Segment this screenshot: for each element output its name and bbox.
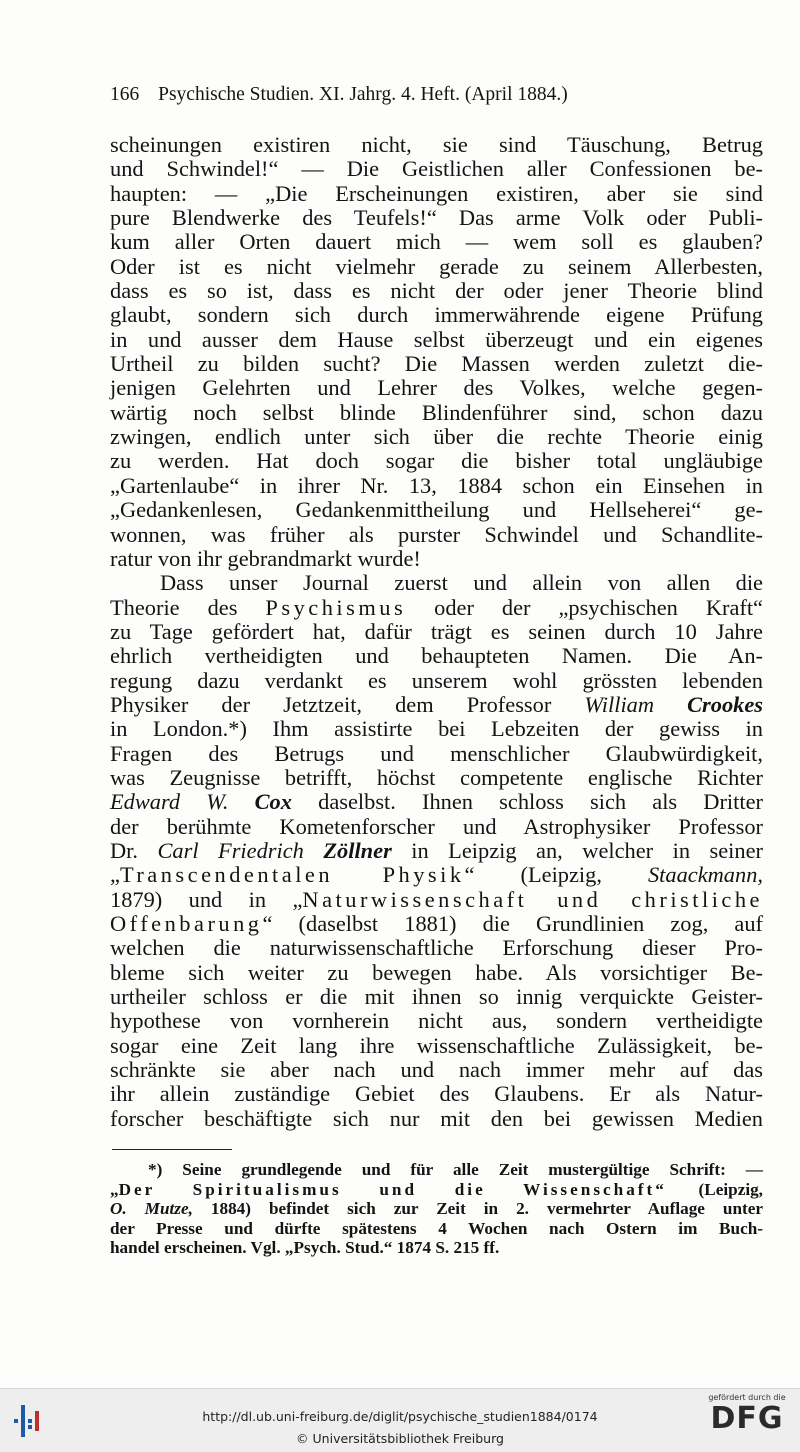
text-line: ratur von ihr gebrandmarkt wurde! [110,545,421,571]
text-line: wärtig noch selbst blinde Blindenführer sind, schon dazu [110,399,763,425]
text-line: pure Blendwerke des Teufels!“ Das arme Volk oder Publi- [110,205,763,231]
footnote-line: O. Mutze, 1884) befindet sich zur Zeit in 2. vermehrter Auflage unter [110,1199,763,1219]
dfg-logo [702,1393,792,1436]
library-footer-bar [0,1388,800,1452]
text-line: was Zeugnisse betrifft, höchst competente englische Richter [110,764,763,790]
text-line: kum aller Orten dauert mich — wem soll es glauben? [110,229,763,255]
body-text [110,133,763,1131]
person-surname: Zöllner [323,837,392,863]
text-line: Dr. Carl Friedrich Zöllner in Leipzig an, welcher in seiner [110,837,763,863]
text-line: in und ausser dem Hause selbst überzeugt und ein eigenes [110,326,763,352]
person-surname: Crookes [687,691,763,717]
text-line: „Gedankenlesen, Gedankenmittheilung und Hellseherei“ ge- [110,497,763,523]
running-header [110,84,765,106]
footnote-line: der Presse und dürfte spätestens 4 Wochen nach Ostern im Buch- [110,1218,763,1238]
dfg-caption: gefördert durch die [708,1393,786,1402]
spaced-title: Offenbarung [110,911,263,936]
spaced-title: Naturwissenschaft und christliche [302,886,763,912]
text-line: zu Tage gefördert hat, dafür trägt es seinen durch 10 Jahre [110,618,763,644]
paragraph-start-line: Dass unser Journal zuerst und allein von allen die [160,570,763,596]
dfg-wordmark: DFG [710,1401,784,1436]
publisher-name: O. Mutze, [110,1199,193,1219]
text-line: „Transcendentalen Physik“ (Leipzig, Staackmann, [110,862,763,888]
text-line: regung dazu verdankt es unserem wohl grössten lebenden [110,667,763,693]
text-line: Theorie des Psychismus oder der „psychischen Kraft“ [110,594,763,620]
text-line: welchen die naturwissenschaftliche Erforschung dieser Pro- [110,935,763,961]
text-line: haupten: — „Die Erscheinungen existiren, aber sie sind [110,180,763,206]
footnote-divider [112,1149,232,1150]
person-surname: Cox [254,789,292,815]
copyright-notice: © Universitätsbibliothek Freiburg [296,1431,504,1446]
text-line: jenigen Gelehrten und Lehrer des Volkes, welche gegen- [110,375,763,401]
text-line: urtheiler schloss er die mit ihnen so innig verquickte Geister- [110,984,763,1010]
publisher-name: Staackmann, [647,862,763,888]
text-line: sogar eine Zeit lang ihre wissenschaftliche Zulässigkeit, be- [110,1032,763,1058]
text-line: ehrlich vertheidigten und behaupteten Namen. Die An- [110,643,763,669]
text-line: forscher beschäftigte sich nur mit den bei gewissen Medien [110,1105,763,1131]
text-line: Physiker der Jetztzeit, dem Professor William Crookes [110,691,763,717]
running-title: Psychische Studien. XI. Jahrg. 4. Heft. (April 1884.) [158,84,568,105]
text-line: bleme sich weiter zu bewegen habe. Als vorsichtiger Be- [110,959,763,985]
text-line: schränkte sie aber nach und nach immer mehr auf das [110,1057,763,1083]
footnote-line: handel erscheinen. Vgl. „Psych. Stud.“ 1874 S. 215 ff. [110,1238,500,1258]
text-line: Oder ist es nicht vielmehr gerade zu seinem Allerbesten, [110,253,763,279]
text-line: Edward W. Cox daselbst. Ihnen schloss sich als Dritter [110,789,763,815]
spaced-title: Der Spiritualismus und die Wissenschaft [118,1179,656,1199]
permalink-url[interactable]: http://dl.ub.uni-freiburg.de/diglit/psychische_studien1884/0174 [202,1409,598,1424]
page-number: 166 [110,84,140,105]
text-line: in London.*) Ihm assistirte bei Lebzeiten der gewiss in [110,716,763,742]
text-line: hypothese von vornherein nicht aus, sondern vertheidigte [110,1008,763,1034]
text-line: wonnen, was früher als purster Schwindel und Schandlite- [110,521,763,547]
text-line: 1879) und in „Naturwissenschaft und christliche [110,886,763,912]
person-name: Edward W. [110,789,229,815]
text-line: zwingen, endlich unter sich über die rechte Theorie einig [110,424,763,450]
person-name: Carl Friedrich [157,837,304,863]
person-name: William [584,691,655,717]
footnote-line: „Der Spiritualismus und die Wissenschaft“ (Leipzig, [110,1179,763,1199]
spaced-term: Psychismus [265,594,407,620]
spaced-title: Transcendentalen Physik [119,862,465,888]
text-line: Urtheil zu bilden sucht? Die Massen werden zuletzt die- [110,351,763,377]
text-line: und Schwindel!“ — Die Geistlichen aller Confessionen be- [110,156,763,182]
text-line: zu werden. Hat doch sogar die bisher total ungläubige [110,448,763,474]
text-line: glaubt, sondern sich durch immerwährende eigene Prüfung [110,302,763,328]
footnote-line: *) Seine grundlegende und für alle Zeit mustergültige Schrift: — [148,1160,763,1179]
text-line: Fragen des Betrugs und menschlicher Glaubwürdigkeit, [110,740,763,766]
text-line: ihr allein zuständige Gebiet des Glaubens. Er als Natur- [110,1081,763,1107]
text-line: „Gartenlaube“ in ihrer Nr. 13, 1884 schon ein Einsehen in [110,472,763,498]
text-line: dass es so ist, dass es nicht der oder jener Theorie blind [110,278,763,304]
footnote [110,1160,763,1258]
text-line: Offenbarung“ (daselbst 1881) die Grundlinien zog, auf [110,911,763,936]
text-line: scheinungen existiren nicht, sie sind Täuschung, Betrug [110,132,763,157]
text-line: der berühmte Kometenforscher und Astrophysiker Professor [110,813,763,839]
